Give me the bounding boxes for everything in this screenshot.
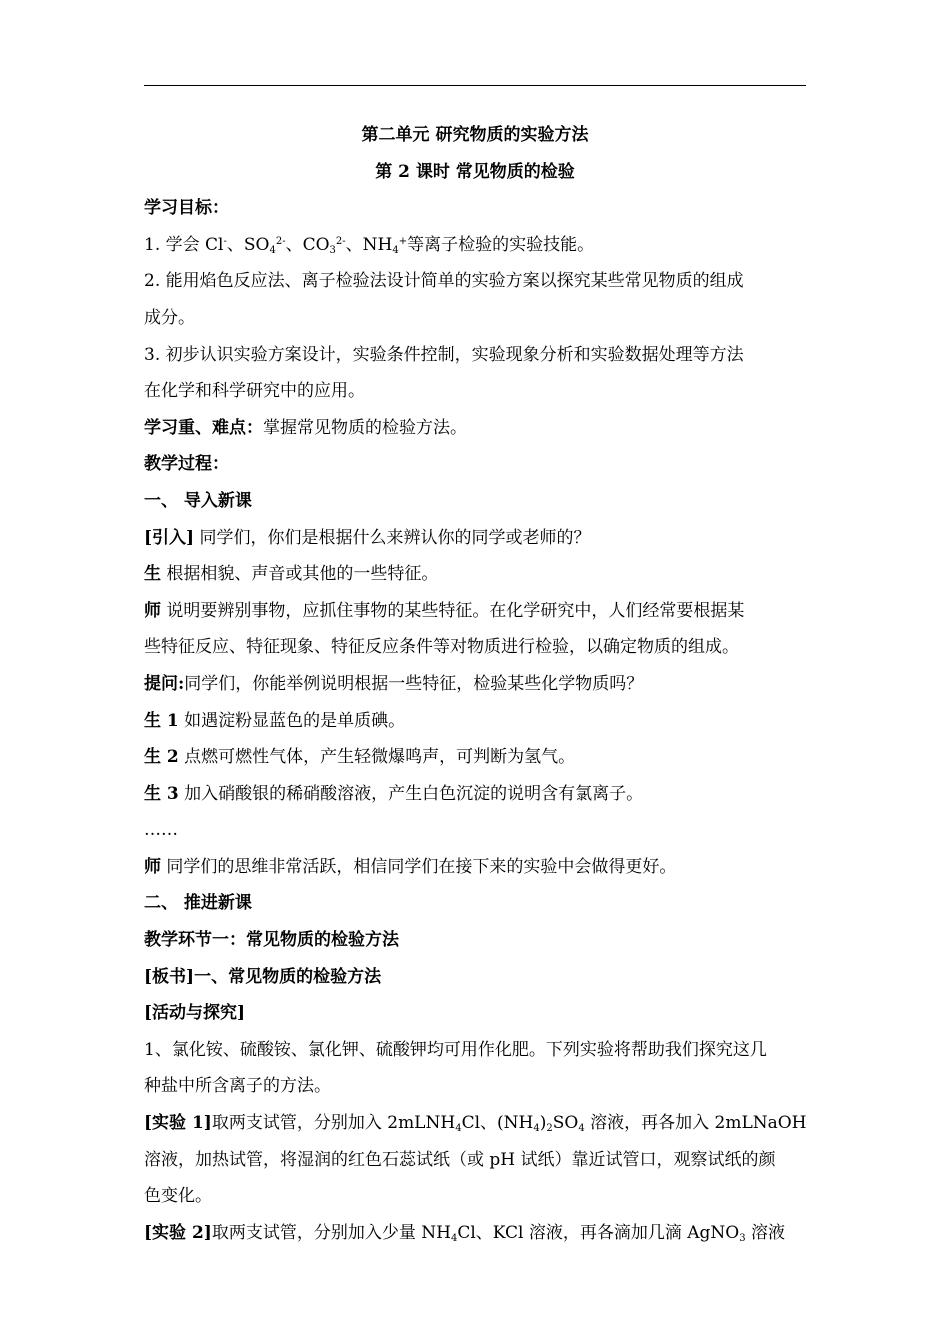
student-2-line: 生 2 点燃可燃性气体，产生轻微爆鸣声，可判断为氢气。	[144, 747, 576, 768]
teacher-line-1: 师 说明要辨别事物，应抓住事物的某些特征。在化学研究中，人们经常要根据某	[144, 600, 745, 621]
experiment-1-line-1: [实验 1]取两支试管，分别加入 2mLNH$_4$Cl、$(NH_4)_2SO_4$ 溶液，再各加入 2mLNaOH	[144, 1113, 807, 1135]
focus-label: 学习重、难点：	[144, 417, 263, 438]
student-3-line: 生 3 加入硝酸银的稀硝酸溶液，产生白色沉淀的说明含有氯离子。	[144, 783, 644, 804]
objective-2-line-2: 成分。	[144, 307, 195, 328]
focus-text: 掌握常见物质的检验方法。	[263, 417, 467, 438]
objective-1: 1. 学会 Cl-、$SO_4^{2-}$、$CO_3^{2-}$、$NH_4^+$等离子检验的实验技能。	[144, 234, 595, 256]
objectives-heading: 学习目标：	[144, 198, 229, 219]
unit-title: 第二单元 研究物质的实验方法	[361, 125, 589, 145]
experiment-2-line-1: [实验 2]取两支试管，分别加入少量 $NH_4Cl$、KCl 溶液，再各滴加几滴 AgNO$_3$ 溶液	[144, 1222, 786, 1244]
section-1-heading: 一、 导入新课	[144, 490, 252, 511]
board-heading: [板书]一、常见物质的检验方法	[144, 966, 382, 987]
teacher-2-line: 师 同学们的思维非常活跃，相信同学们在接下来的实验中会做得更好。	[144, 856, 677, 877]
question-line: 提问:同学们，你能举例说明根据一些特征，检验某些化学物质吗？	[144, 673, 644, 694]
objective-2-line-1: 2. 能用焰色反应法、离子检验法设计简单的实验方案以探究某些常见物质的组成	[144, 271, 744, 292]
process-heading: 教学过程：	[144, 454, 229, 475]
experiment-1-line-2: 溶液，加热试管，将湿润的红色石蕊试纸（或 pH 试纸）靠近试管口，观察试纸的颜	[144, 1149, 776, 1170]
teacher-line-2: 些特征反应、特征现象、特征反应条件等对物质进行检验，以确定物质的组成。	[144, 637, 739, 658]
lesson-title: 第 2 课时 常见物质的检验	[375, 161, 575, 182]
objective-3-line-1: 3. 初步认识实验方案设计，实验条件控制，实验现象分析和实验数据处理等方法	[144, 344, 744, 365]
student-line: 生 根据相貌、声音或其他的一些特征。	[144, 564, 439, 585]
document-body	[144, 117, 806, 1251]
focus-line	[144, 410, 806, 447]
student-1-line: 生 1 如遇淀粉显蓝色的是单质碘。	[144, 710, 406, 731]
objective-3-line-2: 在化学和科学研究中的应用。	[144, 381, 365, 402]
header-rule	[144, 85, 806, 86]
paragraph-1-line-2: 种盐中所含离子的方法。	[144, 1076, 331, 1097]
intro-line: [引入] 同学们，你们是根据什么来辨认你的同学或老师的？	[144, 527, 591, 548]
section-2-heading: 二、 推进新课	[144, 893, 252, 914]
paragraph-1-line-1: 1、氯化铵、硫酸铵、氯化钾、硫酸钾均可用作化肥。下列实验将帮助我们探究这几	[144, 1039, 767, 1060]
ellipsis: ……	[144, 820, 178, 841]
activity-heading: [活动与探究]	[144, 1003, 246, 1024]
experiment-1-line-3: 色变化。	[144, 1186, 212, 1207]
step-heading: 教学环节一：常见物质的检验方法	[144, 930, 399, 951]
